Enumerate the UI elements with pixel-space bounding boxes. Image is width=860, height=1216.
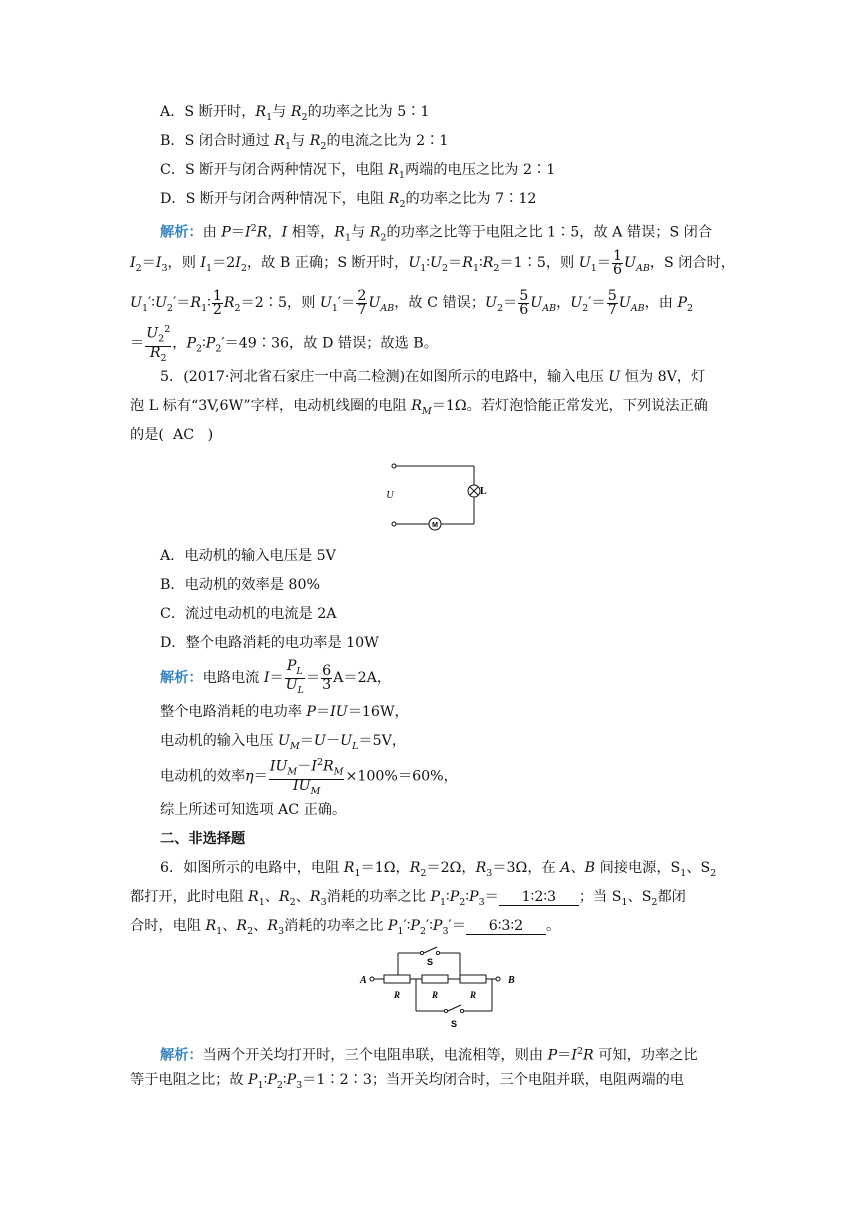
q5-stem-line-3: 的是( AC ) <box>130 427 214 443</box>
q4-analysis-line-4: ＝ $\frac{U_2^2}{R_2}$ ，$P_2∶P_2'=49∶36$，故 D 错误；故选 B。 <box>130 324 438 364</box>
q6-analysis-line-2: 等于电阻之比；故 $P_1∶P_2∶P_3=1∶2∶3$；当开关均闭合时，三个电阻并联，电阻两端的电 <box>130 1072 684 1091</box>
q6-switch-bottom-label: S <box>450 1019 458 1029</box>
q5-analysis-line-3: 电动机的输入电压 $U_M=U-U_L=5V$， <box>160 733 407 752</box>
q4-option-b: B．S 闭合时通过 $R_1$与 $R_2$的电流之比为 2∶1 <box>160 133 449 152</box>
q6-resistor-label-2: R <box>431 990 439 1000</box>
q6-circuit-figure <box>130 941 732 1037</box>
analysis-tag: 解析： <box>160 1047 203 1064</box>
analysis-tag: 解析： <box>160 670 203 686</box>
q4-option-a: A．S 断开时，$R_1$与 $R_2$的功率之比为 5∶1 <box>160 104 430 123</box>
analysis-tag: 解析： <box>160 224 203 241</box>
q6-a-label: A <box>360 975 367 986</box>
q6-switch-top-label: S <box>426 957 434 967</box>
q5-analysis-line-5: 综上所述可知选项 AC 正确。 <box>160 802 347 818</box>
q6-stem-line-1: 6．如图所示的电路中，电阻 $R_1=1\Omega$，$R_2=2\Omega$，$R_3=3\Omega$，在 A、B 间接电源，$S_1$、$S_2$ <box>160 860 717 879</box>
q6-blank-1: 1∶2∶3 <box>499 889 579 906</box>
q4-analysis-line-1: 解析：由 $P=I^2R$，I 相等，$R_1$与 $R_2$的功率之比等于电阻之比 1∶5，故 A 错误；S 闭合 <box>160 223 713 244</box>
q5-option-c: C．流过电动机的电流是 2A <box>160 606 337 622</box>
q6-analysis-line-1: 解析：当两个开关均打开时，三个电阻串联，电流相等，则由 $P=I^2R$ 可知，功率之比 <box>160 1046 698 1064</box>
q5-circuit-diagram <box>374 456 487 536</box>
q4-option-d: D．S 断开与闭合两种情况下，电阻 $R_2$的功率之比为 7∶12 <box>160 191 537 210</box>
q5-option-d: D．整个电路消耗的电功率是 10W <box>160 635 379 651</box>
q6-blank-2: 6∶3∶2 <box>466 918 546 935</box>
q5-motor-label: M <box>432 522 438 529</box>
q6-b-label: B <box>508 975 515 986</box>
q5-answer: AC <box>172 427 195 443</box>
q4-analysis-line-3: $U_1'∶U_2'=R_1∶$ $\frac{1}{2}$ $R_2=2∶5$，则 $U_1'=$ $\frac{2}{7}$ $U_{AB}$，故 C 错误；$U_2=$ $\frac{5}{6}$ $U_{AB}$，$U_2'=$ $\frac{5}{7}$ $U_{AB}$，由 $P_2$ <box>130 287 694 318</box>
q5-u-label: U <box>386 490 394 501</box>
q5-option-b: B．电动机的效率是 80% <box>160 577 320 593</box>
section-title: 二、非选择题 <box>160 831 246 847</box>
q6-circuit-diagram <box>358 943 538 1033</box>
q5-analysis-line-2: 整个电路消耗的电功率 P＝IU＝16W， <box>160 704 409 720</box>
q5-stem-line-2: 泡 L 标有“3V,6W”字样，电动机线圈的电阻 $R_M=1\Omega$。若灯泡恰能正常发光，下列说法正确 <box>130 398 708 417</box>
q6-resistor-label-1: R <box>393 990 401 1000</box>
q5-stem-line-1: 5．(2017·河北省石家庄一中高二检测)在如图所示的电路中，输入电压 U 恒为 8V，灯 <box>160 369 706 385</box>
q5-analysis-line-4: 电动机的效率η＝ $\frac{IU_M-I^2R_M}{IU_M}$ ×100%＝60%， <box>160 757 458 797</box>
q4-option-c: C．S 断开与闭合两种情况下，电阻 $R_1$两端的电压之比为 2∶1 <box>160 162 556 181</box>
q6-stem-line-3: 合时，电阻 $R_1$、$R_2$、$R_3$消耗的功率之比 $P_1'∶P_2'∶P_3'=$ 6∶3∶2 。 <box>130 918 561 937</box>
q5-circuit-figure <box>130 450 732 542</box>
document-page <box>130 98 735 1095</box>
q6-resistor-label-3: R <box>469 990 477 1000</box>
q5-analysis-line-1: 解析：电路电流 I＝ $\frac{P_L}{U_L}$ ＝ $\frac{6}{3}$ A＝2A， <box>160 657 392 696</box>
q4-analysis-line-2: $I_2=I_3$，则 $I_1=2I_2$，故 B 正确；S 断开时，$U_1∶U_2=R_1∶R_2=1∶5$，则 $U_1=$ $\frac{1}{6}$ $U_{AB}$，S 闭合时， <box>130 247 735 278</box>
q5-option-a: A．电动机的输入电压是 5V <box>160 548 336 564</box>
q5-lamp-label: L <box>480 486 487 497</box>
q6-stem-line-2: 都打开，此时电阻 $R_1$、$R_2$、$R_3$消耗的功率之比 $P_1∶P_2∶P_3=$ 1∶2∶3 ；当 $S_1$、$S_2$都闭 <box>130 889 686 908</box>
